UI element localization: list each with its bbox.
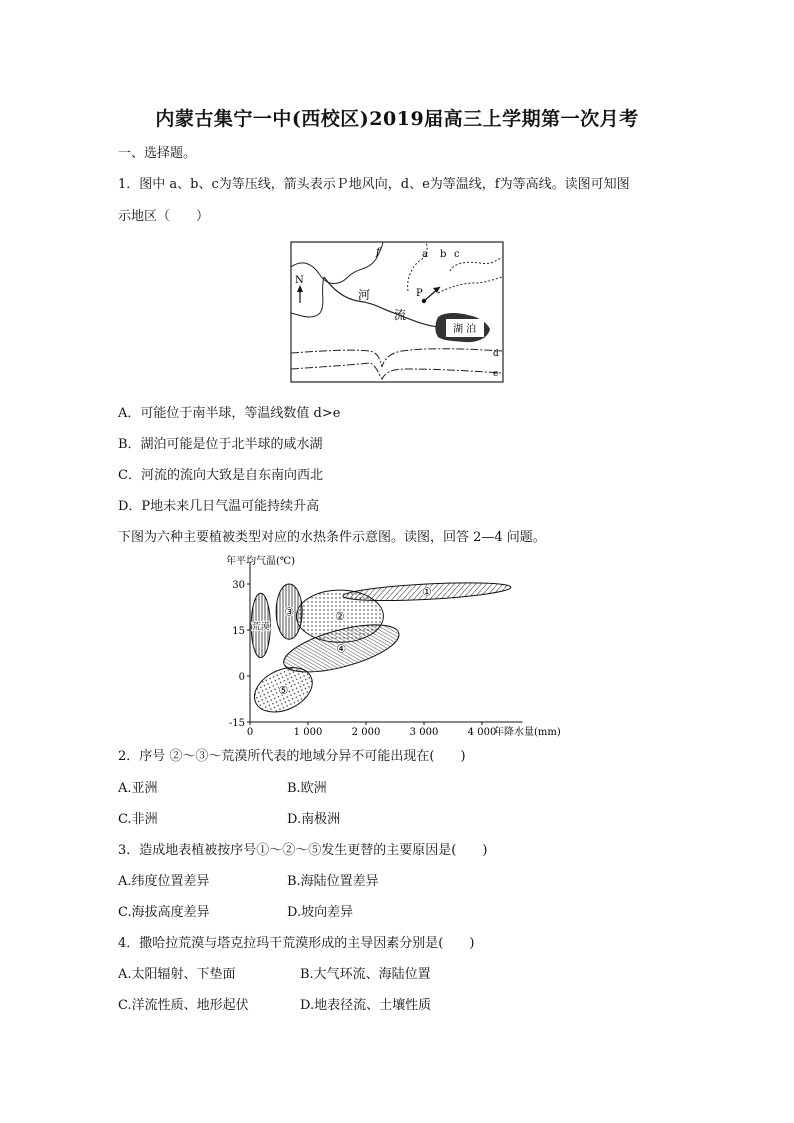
label-b: b bbox=[440, 249, 447, 260]
label-f: f bbox=[376, 247, 380, 258]
q4-option-c: C.洋流性质、地形起伏 bbox=[118, 998, 249, 1013]
q4-option-b: B.大气环流、海陆位置 bbox=[300, 967, 431, 982]
q4-option-d: D.地表径流、土壤性质 bbox=[300, 998, 432, 1013]
q3-option-d: D.坡向差异 bbox=[287, 905, 354, 920]
x-tick-label: 1 000 bbox=[293, 727, 323, 738]
q3-option-c: C.海拔高度差异 bbox=[118, 905, 210, 920]
isobar-map-figure bbox=[290, 241, 504, 383]
q3-option-a: A.纬度位置差异 bbox=[118, 874, 210, 889]
vegetation-chart-figure bbox=[222, 552, 570, 742]
x-tick-label: 4 000 bbox=[467, 727, 497, 738]
q4-stem: 4．撒哈拉荒漠与塔克拉玛干荒漠形成的主导因素分别是( ) bbox=[118, 936, 475, 951]
region-label: ① bbox=[421, 585, 432, 599]
region-label: ④ bbox=[336, 642, 347, 656]
x-tick-label: 0 bbox=[246, 727, 254, 738]
y-axis-label: 年平均气温(℃) bbox=[226, 556, 295, 567]
q1-option-d: D．P地未来几日气温可能持续升高 bbox=[118, 499, 320, 514]
page-title: 内蒙古集宁一中(西校区)2019届高三上学期第一次月考 bbox=[155, 108, 639, 130]
label-c: c bbox=[454, 249, 460, 260]
y-tick-label: 0 bbox=[238, 672, 245, 683]
q2-option-b: B.欧洲 bbox=[287, 781, 327, 796]
q1-option-c: C．河流的流向大致是自东南向西北 bbox=[118, 468, 323, 483]
q3-option-b: B.海陆位置差异 bbox=[287, 874, 379, 889]
vegetation-chart bbox=[222, 552, 570, 742]
q2-option-d: D.南极洲 bbox=[287, 812, 341, 827]
label-lake: 湖 泊 bbox=[453, 324, 477, 335]
region-label: ⑤ bbox=[278, 683, 289, 697]
q1-option-a: A．可能位于南半球，等温线数值 d>e bbox=[118, 406, 341, 421]
y-tick-label: -15 bbox=[228, 718, 245, 729]
label-a: a bbox=[422, 249, 428, 260]
label-e: e bbox=[493, 369, 499, 379]
section-heading: 一、选择题。 bbox=[118, 146, 197, 161]
q1-stem-line2: 示地区（ ） bbox=[118, 209, 210, 224]
x-axis-label: 年降水量(mm) bbox=[494, 727, 561, 738]
y-tick-label: 15 bbox=[232, 626, 245, 637]
label-river-1: 河 bbox=[358, 288, 371, 302]
region-label: ③ bbox=[284, 605, 295, 619]
region-label: ② bbox=[334, 610, 345, 624]
label-p: P bbox=[416, 288, 423, 299]
label-d: d bbox=[493, 349, 499, 359]
q2-option-a: A.亚洲 bbox=[118, 781, 158, 796]
q4-option-a: A.太阳辐射、下垫面 bbox=[118, 967, 236, 982]
region-label: 荒漠 bbox=[251, 622, 270, 633]
q3-stem: 3．造成地表植被按序号①～②～⑤发生更替的主要原因是( ) bbox=[118, 843, 488, 858]
q2-stem: 2．序号 ②～③～荒漠所代表的地域分异不可能出现在( ) bbox=[118, 749, 466, 764]
label-river-2: 流 bbox=[394, 308, 407, 322]
q1-stem-line1: 1．图中 a、b、c为等压线，箭头表示Ｐ地风向，d、e为等温线，f为等高线。读图可知图 bbox=[118, 177, 630, 192]
x-tick-label: 3 000 bbox=[409, 727, 439, 738]
x-tick-label: 2 000 bbox=[351, 727, 381, 738]
y-tick-label: 30 bbox=[232, 580, 245, 591]
q2-option-c: C.非洲 bbox=[118, 812, 158, 827]
intro-text: 下图为六种主要植被类型对应的水热条件示意图。读图，回答 2—4 问题。 bbox=[118, 530, 546, 545]
north-label: N bbox=[295, 275, 304, 286]
q1-option-b: B．湖泊可能是位于北半球的咸水湖 bbox=[118, 437, 323, 452]
isobar-map bbox=[290, 241, 504, 383]
